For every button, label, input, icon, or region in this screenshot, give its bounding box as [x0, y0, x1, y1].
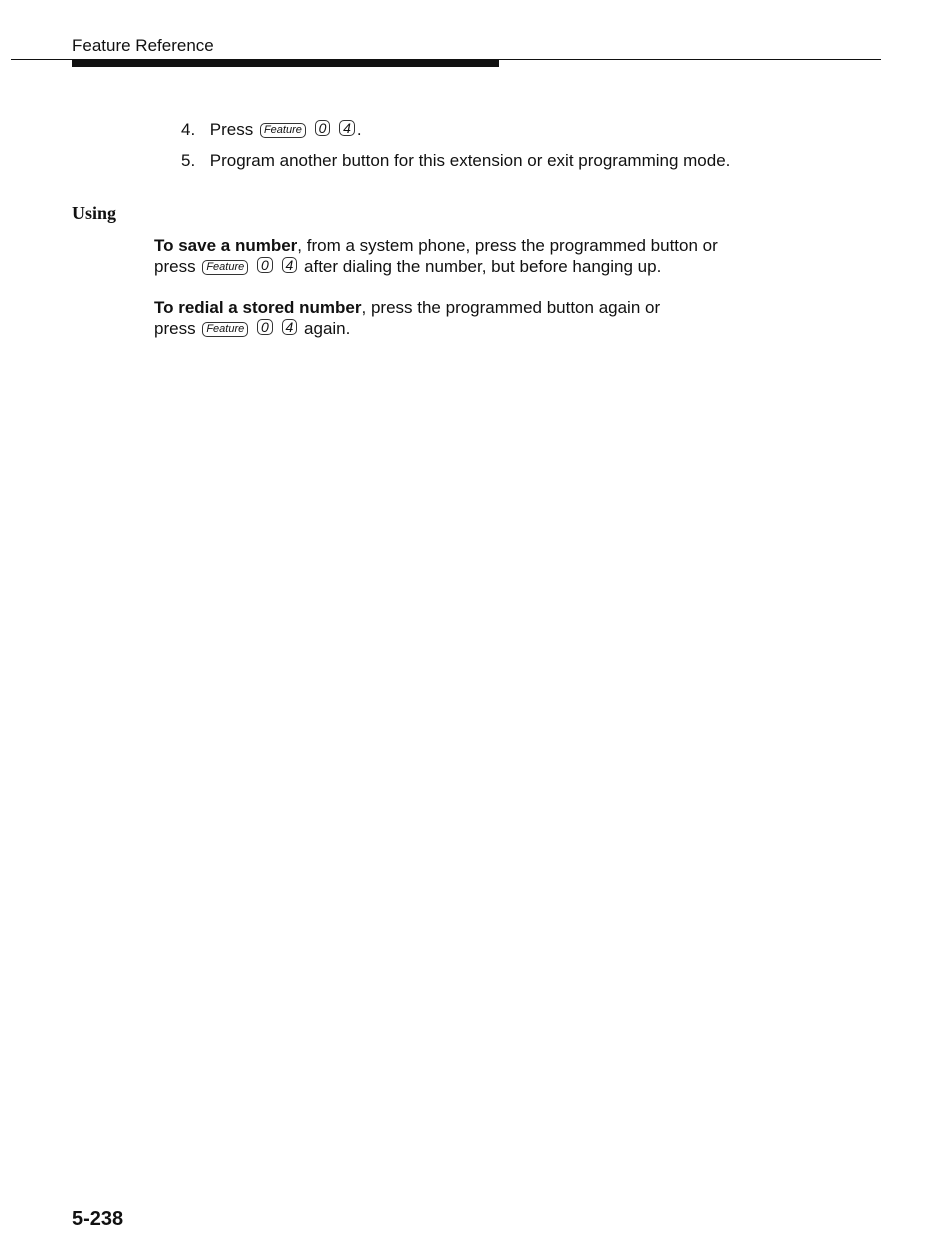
step-number: 4. [181, 120, 196, 139]
paragraph-line [154, 235, 774, 256]
feature-key-icon: Feature [202, 260, 248, 275]
paragraph-line [154, 256, 774, 277]
page-number: 5-238 [72, 1208, 124, 1230]
step-number: 5. [181, 151, 196, 170]
step-4 [181, 119, 362, 141]
four-key-icon: 4 [282, 319, 298, 335]
feature-key-icon: Feature [260, 123, 306, 138]
header-rule-thick [72, 60, 499, 67]
zero-key-icon: 0 [257, 257, 273, 273]
header-title: Feature Reference [72, 36, 214, 55]
paragraph-text: press [154, 319, 196, 338]
paragraph-redial-number [154, 297, 774, 339]
zero-key-icon: 0 [257, 319, 273, 335]
paragraph-line [154, 297, 774, 318]
step-text: Program another button for this extension or exit programming mode. [209, 151, 731, 170]
feature-key-icon: Feature [202, 322, 248, 337]
paragraph-text: again. [304, 319, 351, 338]
step-5 [181, 150, 730, 172]
paragraph-text: , press the programmed button again or [361, 298, 661, 317]
zero-key-icon: 0 [315, 120, 331, 136]
section-heading-using: Using [72, 203, 117, 223]
step-text: Press [209, 120, 254, 139]
paragraph-line [154, 318, 774, 339]
step-text-end: . [356, 120, 362, 139]
four-key-icon: 4 [282, 257, 298, 273]
paragraph-text: after dialing the number, but before hanging up. [304, 257, 662, 276]
paragraph-bold-lead: To save a number [154, 236, 298, 255]
paragraph-text: press [154, 257, 196, 276]
paragraph-text: , from a system phone, press the programmed button or [297, 236, 718, 255]
paragraph-save-number [154, 235, 774, 277]
paragraph-bold-lead: To redial a stored number [154, 298, 362, 317]
four-key-icon: 4 [339, 120, 355, 136]
